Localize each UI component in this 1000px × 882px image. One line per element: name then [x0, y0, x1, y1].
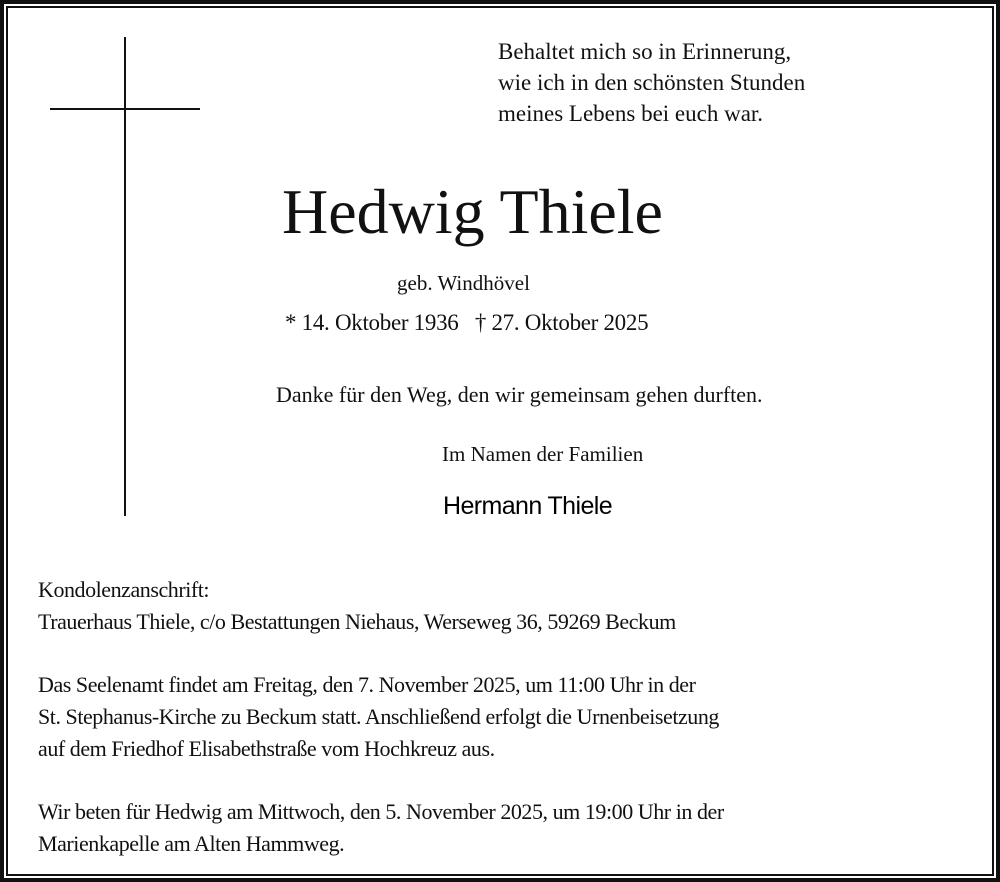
signer-name: Hermann Thiele [443, 492, 613, 520]
thanks-line: Danke für den Weg, den wir gemeinsam gehen durften. [276, 382, 763, 407]
prayer-line: Wir beten für Hedwig am Mittwoch, den 5. November 2025, um 19:00 Uhr in der [38, 799, 724, 824]
prayer-line: Marienkapelle am Alten Hammweg. [38, 831, 345, 856]
condolence-label: Kondolenzanschrift: [38, 577, 210, 602]
condolence-address: Trauerhaus Thiele, c/o Bestattungen Niehaus, Werseweg 36, 59269 Beckum [38, 609, 676, 634]
requiem-line: auf dem Friedhof Elisabethstraße vom Hochkreuz aus. [38, 736, 495, 761]
motto-verse [498, 36, 805, 129]
motto-line: meines Lebens bei euch war. [498, 101, 764, 126]
life-dates: * 14. Oktober 1936 † 27. Oktober 2025 [285, 310, 649, 335]
requiem-line: St. Stephanus-Kirche zu Beckum statt. Anschließend erfolgt die Urnenbeisetzung [38, 704, 719, 729]
requiem-block [38, 669, 719, 765]
motto-line: Behaltet mich so in Erinnerung, [498, 39, 792, 64]
on-behalf-line: Im Namen der Familien [442, 442, 644, 466]
cross-horizontal-bar [50, 108, 200, 110]
prayer-block [38, 796, 724, 860]
deceased-name: Hedwig Thiele [282, 176, 663, 247]
condolence-address-block [38, 574, 676, 638]
maiden-name: geb. Windhövel [397, 271, 530, 295]
motto-line: wie ich in den schönsten Stunden [498, 70, 806, 95]
requiem-line: Das Seelenamt findet am Freitag, den 7. November 2025, um 11:00 Uhr in der [38, 672, 696, 697]
